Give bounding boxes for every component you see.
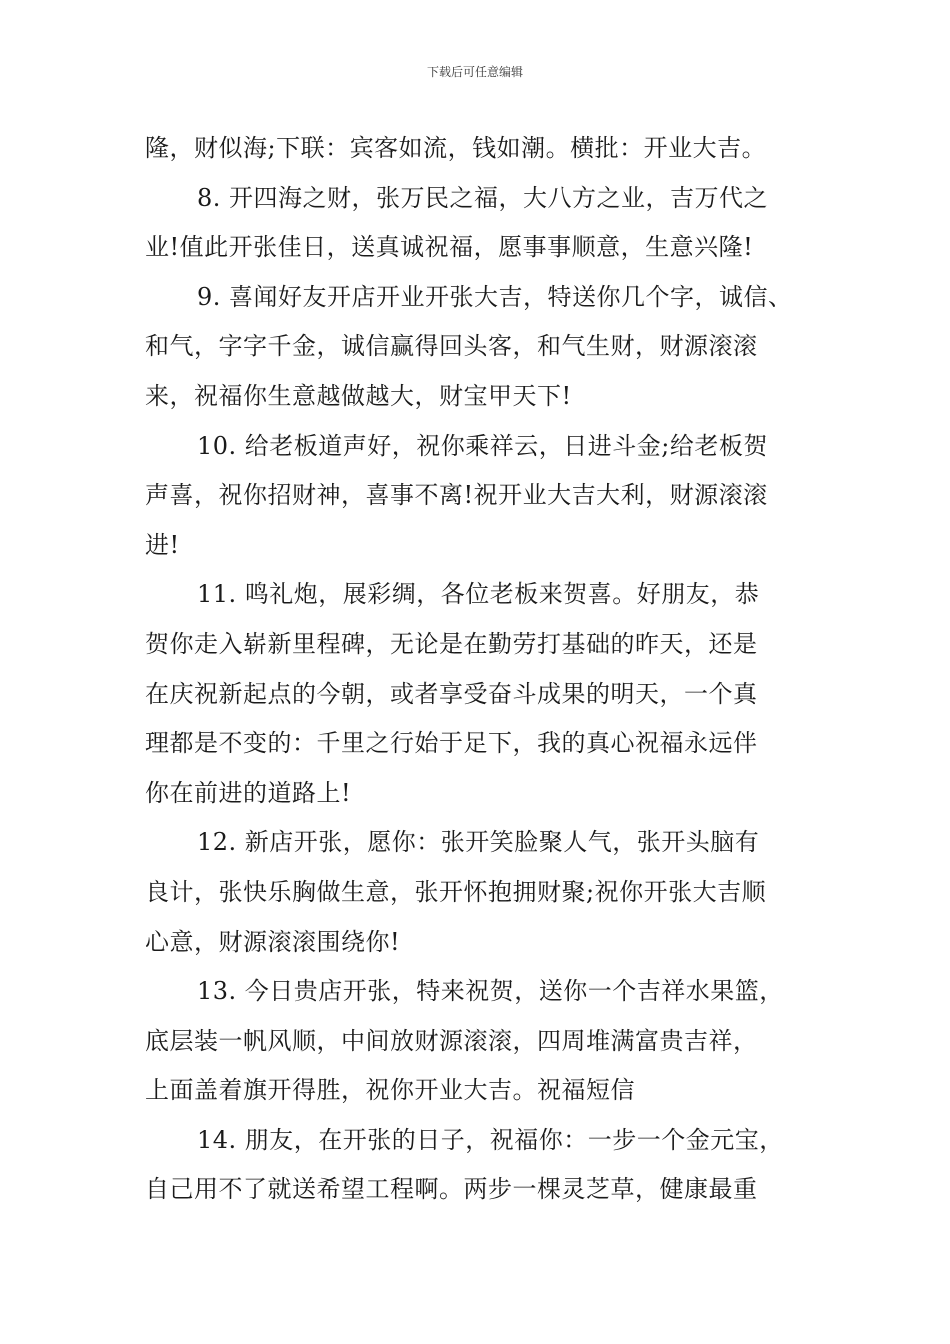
text-line: 你在前进的道路上! bbox=[145, 778, 352, 807]
text-line: 底层装一帆风顺，中间放财源滚滚，四周堆满富贵吉祥， bbox=[145, 1026, 758, 1055]
paragraph-9-line: 9. 喜闻好友开店开业开张大吉，特送你几个字，诚信、 bbox=[197, 282, 793, 311]
paragraph-13-line: 13. 今日贵店开张，特来祝贺，送你一个吉祥水果篮， bbox=[197, 977, 784, 1006]
text-line: 理都是不变的：千里之行始于足下，我的真心祝福永远伴 bbox=[145, 729, 758, 758]
text-line: 和气，字字千金，诚信赢得回头客，和气生财，财源滚滚 bbox=[145, 332, 758, 361]
text-line: 自己用不了就送希望工程啊。两步一棵灵芝草，健康最重 bbox=[145, 1175, 758, 1204]
text-line: 良计，张快乐胸做生意，张开怀抱拥财聚;祝你开张大吉顺 bbox=[145, 877, 767, 906]
paragraph-8-line: 8. 开四海之财，张万民之福，大八方之业，吉万代之 bbox=[197, 183, 769, 212]
paragraph-14-line: 14. 朋友，在开张的日子，祝福你：一步一个金元宝， bbox=[197, 1125, 784, 1154]
text-line: 进! bbox=[145, 530, 180, 559]
text-line: 隆，财似海;下联：宾客如流，钱如潮。横批：开业大吉。 bbox=[145, 134, 767, 162]
page-header: 下载后可任意编辑 bbox=[426, 65, 523, 79]
text-line: 来，祝福你生意越做越大，财宝甲天下! bbox=[145, 381, 572, 410]
text-line: 贺你走入崭新里程碑，无论是在勤劳打基础的昨天，还是 bbox=[145, 629, 758, 658]
paragraph-10-line: 10. 给老板道声好，祝你乘祥云，日进斗金;给老板贺 bbox=[197, 431, 768, 460]
paragraph-12-line: 12. 新店开张，愿你：张开笑脸聚人气，张开头脑有 bbox=[197, 828, 760, 857]
text-line: 在庆祝新起点的今朝，或者享受奋斗成果的明天，一个真 bbox=[145, 679, 758, 708]
body-text bbox=[145, 124, 825, 1215]
text-line: 上面盖着旗开得胜，祝你开业大吉。祝福短信 bbox=[145, 1076, 635, 1105]
text-line: 心意，财源滚滚围绕你! bbox=[145, 927, 401, 956]
text-line: 声喜，祝你招财神，喜事不离!祝开业大吉大利，财源滚滚 bbox=[145, 481, 768, 510]
text-line: 业!值此开张佳日，送真诚祝福，愿事事顺意，生意兴隆! bbox=[145, 233, 754, 262]
paragraph-11-line: 11. 鸣礼炮，展彩绸，各位老板来贺喜。好朋友，恭 bbox=[197, 580, 760, 609]
